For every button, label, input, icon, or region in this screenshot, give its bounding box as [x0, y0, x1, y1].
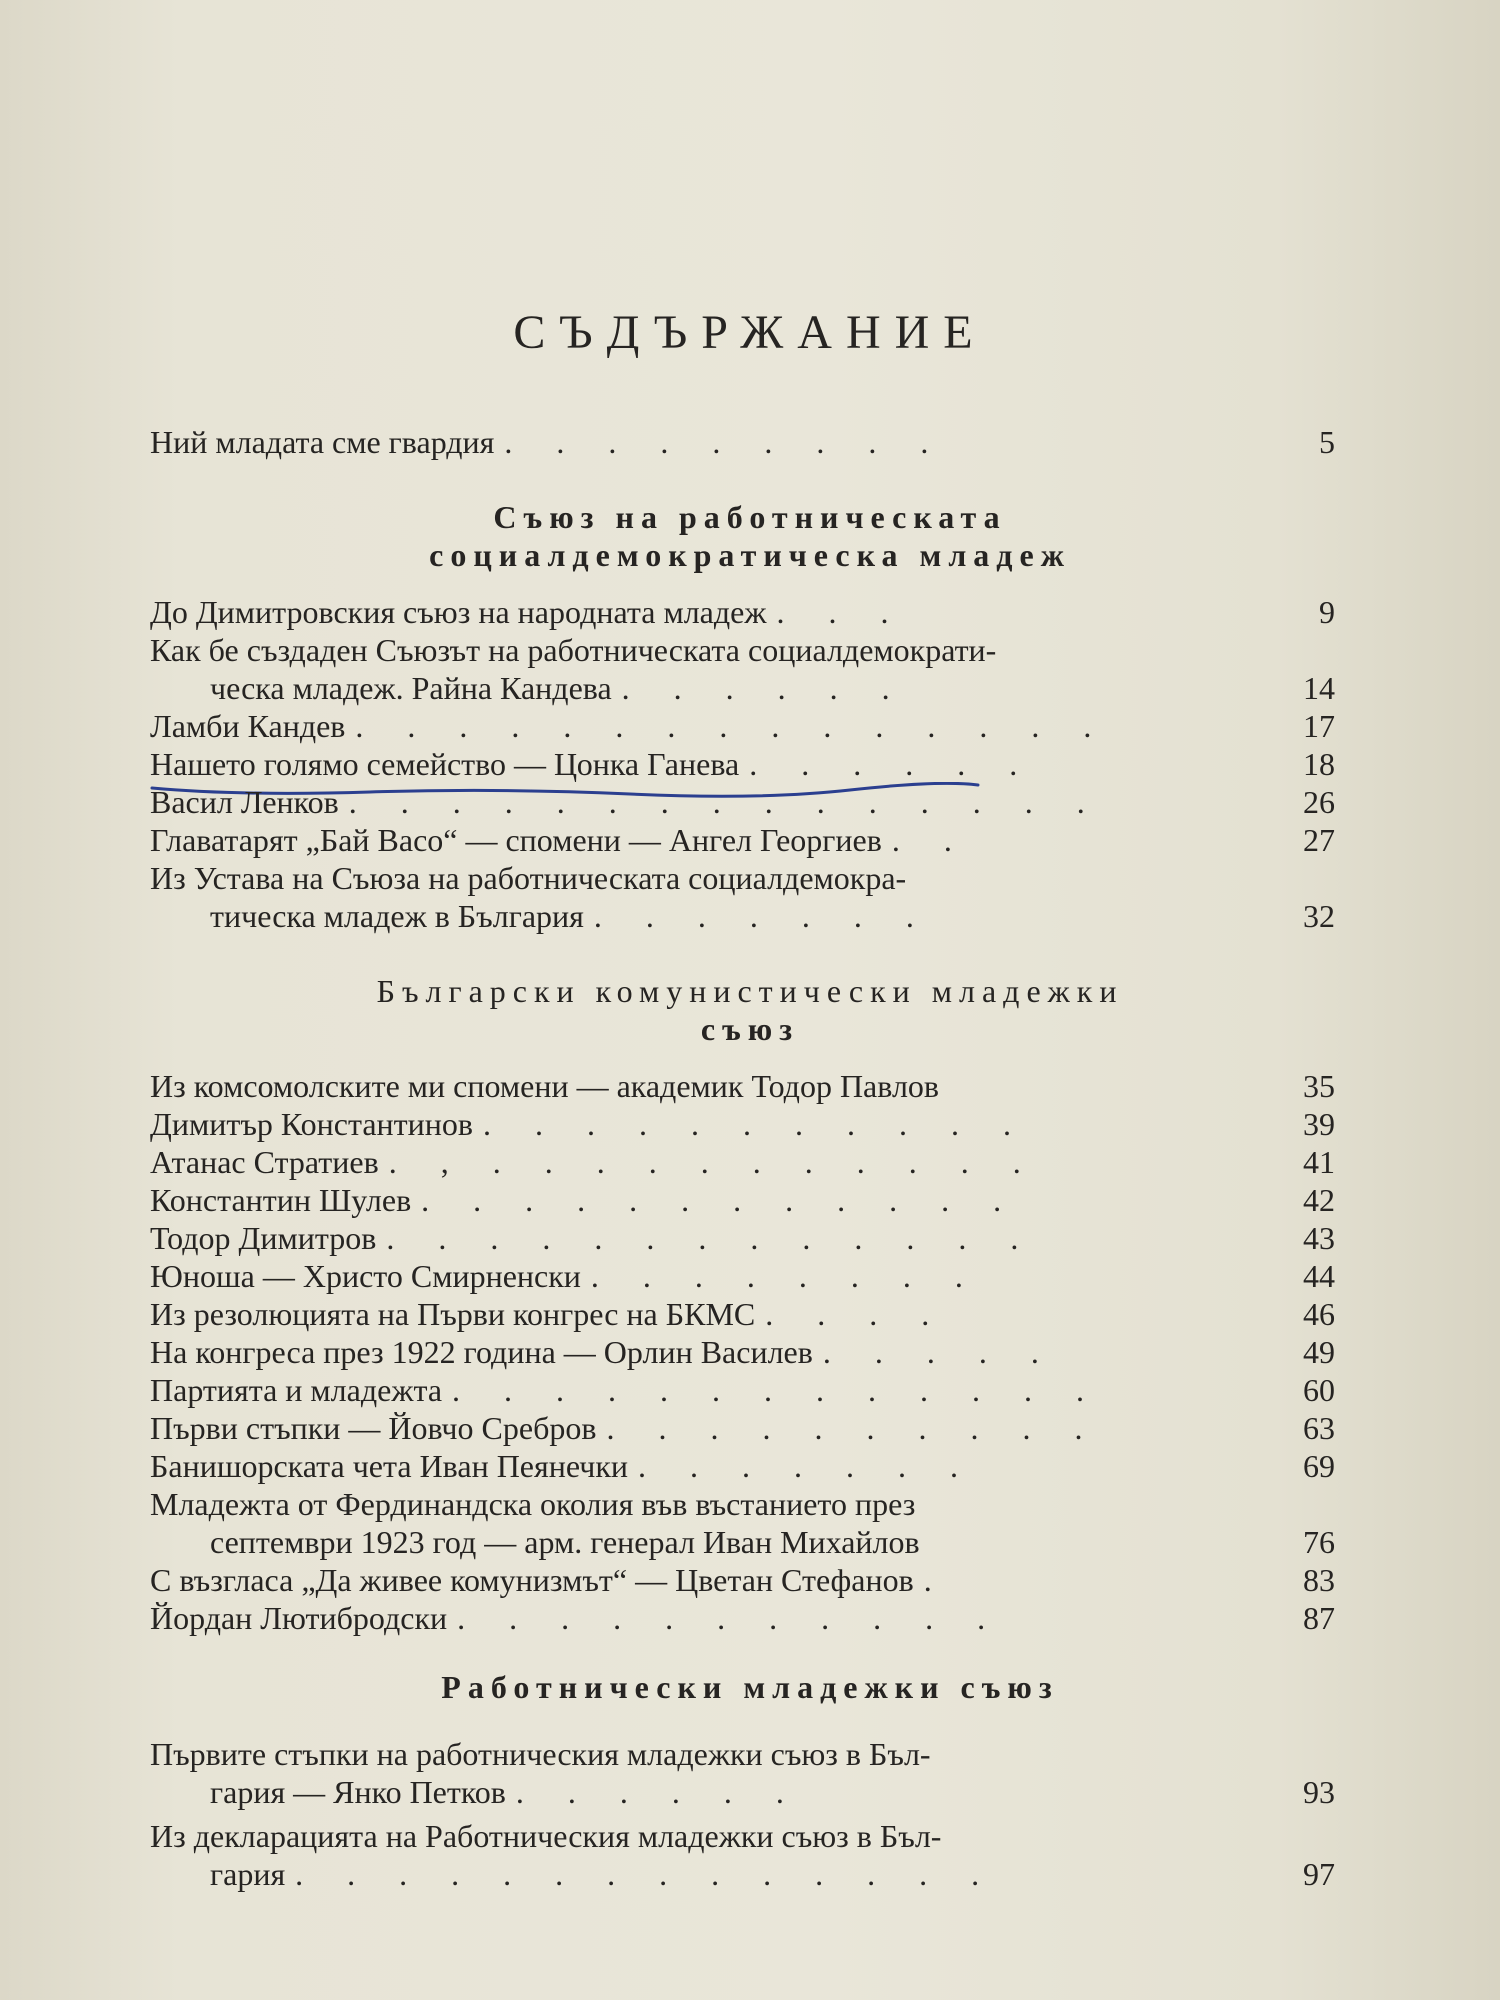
entry-page: 93 — [1303, 1774, 1335, 1810]
entry-text: Из комсомолските ми спомени — академик Тодор Павлов — [150, 1068, 940, 1104]
toc-entry: Партията и младежта . . . . . . . . . . . . . 60 — [150, 1372, 1335, 1408]
entry-text-continued: гария — [210, 1856, 286, 1892]
section-heading-line: социалдемократическа младеж — [429, 537, 1071, 573]
entry-text: Из резолюцията на Първи конгрес на БКМС — [150, 1296, 756, 1332]
entry-page: 49 — [1303, 1334, 1335, 1370]
entry-text-continued: гария — Янко Петков — [210, 1774, 506, 1810]
entry-page: 76 — [1303, 1524, 1335, 1560]
toc-entry — [150, 1068, 1335, 1105]
entry-page: 63 — [1303, 1410, 1335, 1446]
toc-entry-continued: ческа младеж. Райна Кандева . . . . . . 14 — [150, 670, 1335, 707]
toc-entry: Юноша — Христо Смирненски . . . . . . . . 44 — [150, 1258, 1335, 1294]
entry-text-continued: ческа младеж. Райна Кандева — [210, 670, 612, 706]
toc-entry: Главатарят „Бай Васо“ — спомени — Ангел Георгиев . . 27 — [150, 822, 1335, 858]
entry-page: 60 — [1303, 1372, 1335, 1408]
entry-text: Партията и младежта — [150, 1372, 443, 1408]
entry-text: Васил Ленков — [150, 784, 339, 820]
entry-text: Ний младата сме гвардия — [150, 424, 495, 460]
entry-text: Младежта от Фердинандска околия във въстанието през — [150, 1486, 916, 1522]
section-heading-1 — [0, 498, 1500, 574]
toc-entry: Първи стъпки — Йовчо Сребров . . . . . . . . . . 63 — [150, 1410, 1335, 1446]
entry-text: Банишорската чета Иван Пеянечки — [150, 1448, 629, 1484]
toc-entry — [150, 1736, 1335, 1773]
entry-text: Йордан Лютибродски — [150, 1600, 448, 1636]
entry-page: 14 — [1303, 670, 1335, 706]
entry-page: 27 — [1303, 822, 1335, 858]
entry-text-continued: тическа младеж в България — [210, 898, 584, 934]
entry-text: Из декларацията на Работническия младежки съюз в Бъл- — [150, 1818, 942, 1854]
entry-page: 42 — [1303, 1182, 1335, 1218]
toc-entry: До Димитровския съюз на народната младеж . . . 9 — [150, 594, 1335, 630]
entry-text: Атанас Стратиев — [150, 1144, 379, 1180]
section-heading-line: Български комунистически младежки — [376, 973, 1124, 1009]
entry-text: Главатарят „Бай Васо“ — спомени — Ангел Георгиев — [150, 822, 882, 858]
entry-page: 46 — [1303, 1296, 1335, 1332]
toc-entry: Васил Ленков . . . . . . . . . . . . . . . 26 — [150, 784, 1335, 820]
toc-entry: С възгласа „Да живее комунизмът“ — Цветан Стефанов . 83 — [150, 1562, 1335, 1598]
entry-page: 35 — [1303, 1068, 1335, 1104]
section-heading-line: Съюз на работническата — [493, 499, 1007, 535]
entry-page: 83 — [1303, 1562, 1335, 1598]
entry-text: Първи стъпки — Йовчо Сребров — [150, 1410, 597, 1446]
entry-page: 17 — [1303, 708, 1335, 744]
toc-entry: Йордан Лютибродски . . . . . . . . . . . 87 — [150, 1600, 1335, 1636]
toc-entry — [150, 1818, 1335, 1855]
toc-entry-continued: гария . . . . . . . . . . . . . . 97 — [150, 1856, 1335, 1893]
entry-page: 44 — [1303, 1258, 1335, 1294]
toc-entry-underlined: Нашето голямо семейство — Цонка Ганева . . . . . . 18 — [150, 746, 1335, 782]
toc-entry — [150, 860, 1335, 897]
toc-entry: Атанас Стратиев . , . . . . . . . . . . . 41 — [150, 1144, 1335, 1180]
entry-page: 39 — [1303, 1106, 1335, 1142]
entry-text: Тодор Димитров — [150, 1220, 377, 1256]
entry-text: Нашето голямо семейство — Цонка Ганева — [150, 746, 740, 782]
entry-page: 41 — [1303, 1144, 1335, 1180]
entry-text: Първите стъпки на работническия младежки съюз в Бъл- — [150, 1736, 931, 1772]
entry-page: 97 — [1303, 1856, 1335, 1892]
entry-text: С възгласа „Да живее комунизмът“ — Цветан Стефанов — [150, 1562, 914, 1598]
section-heading-3 — [0, 1668, 1500, 1706]
entry-page: 26 — [1303, 784, 1335, 820]
toc-entry-continued — [150, 1524, 1335, 1561]
section-heading-line: съюз — [700, 1011, 800, 1047]
entry-text: До Димитровския съюз на народната младеж — [150, 594, 767, 630]
toc-entry-continued: гария — Янко Петков . . . . . . 93 — [150, 1774, 1335, 1811]
entry-page: 32 — [1303, 898, 1335, 934]
toc-entry: Ламби Кандев . . . . . . . . . . . . . . . 17 — [150, 708, 1335, 744]
toc-entry: Из резолюцията на Първи конгрес на БКМС . . . . 46 — [150, 1296, 1335, 1332]
entry-text: Как бе създаден Съюзът на работническата социалдемократи- — [150, 632, 997, 668]
page-title: СЪДЪРЖАНИЕ — [513, 306, 987, 359]
entry-page: 5 — [1319, 424, 1335, 460]
toc-entry: Константин Шулев . . . . . . . . . . . . 42 — [150, 1182, 1335, 1218]
entry-text: На конгреса през 1922 година — Орлин Василев — [150, 1334, 813, 1370]
toc-entry — [150, 632, 1335, 669]
entry-page: 18 — [1303, 746, 1335, 782]
entry-text: Димитър Константинов — [150, 1106, 473, 1142]
entry-text: Из Устава на Съюза на работническата социалдемокра- — [150, 860, 907, 896]
toc-entry: Тодор Димитров . . . . . . . . . . . . . 43 — [150, 1220, 1335, 1256]
entry-page: 87 — [1303, 1600, 1335, 1636]
toc-entry-intro: Ний младата сме гвардия . . . . . . . . . 5 — [150, 424, 1335, 460]
entry-page: 9 — [1319, 594, 1335, 630]
entry-page: 43 — [1303, 1220, 1335, 1256]
toc-entry-continued: тическа младеж в България . . . . . . . 32 — [150, 898, 1335, 935]
entry-page: 69 — [1303, 1448, 1335, 1484]
toc-entry: Димитър Константинов . . . . . . . . . . . 39 — [150, 1106, 1335, 1142]
toc-entry — [150, 1486, 1335, 1523]
entry-text: Константин Шулев — [150, 1182, 412, 1218]
entry-text: Ламби Кандев — [150, 708, 346, 744]
entry-text-continued: септември 1923 год — арм. генерал Иван Михайлов — [210, 1524, 920, 1560]
toc-entry: На конгреса през 1922 година — Орлин Василев . . . . . 49 — [150, 1334, 1335, 1370]
toc-entry: Банишорската чета Иван Пеянечки . . . . . . . 69 — [150, 1448, 1335, 1484]
section-heading-line: Работнически младежки съюз — [441, 1669, 1059, 1705]
section-heading-2 — [0, 972, 1500, 1048]
entry-text: Юноша — Христо Смирненски — [150, 1258, 581, 1294]
